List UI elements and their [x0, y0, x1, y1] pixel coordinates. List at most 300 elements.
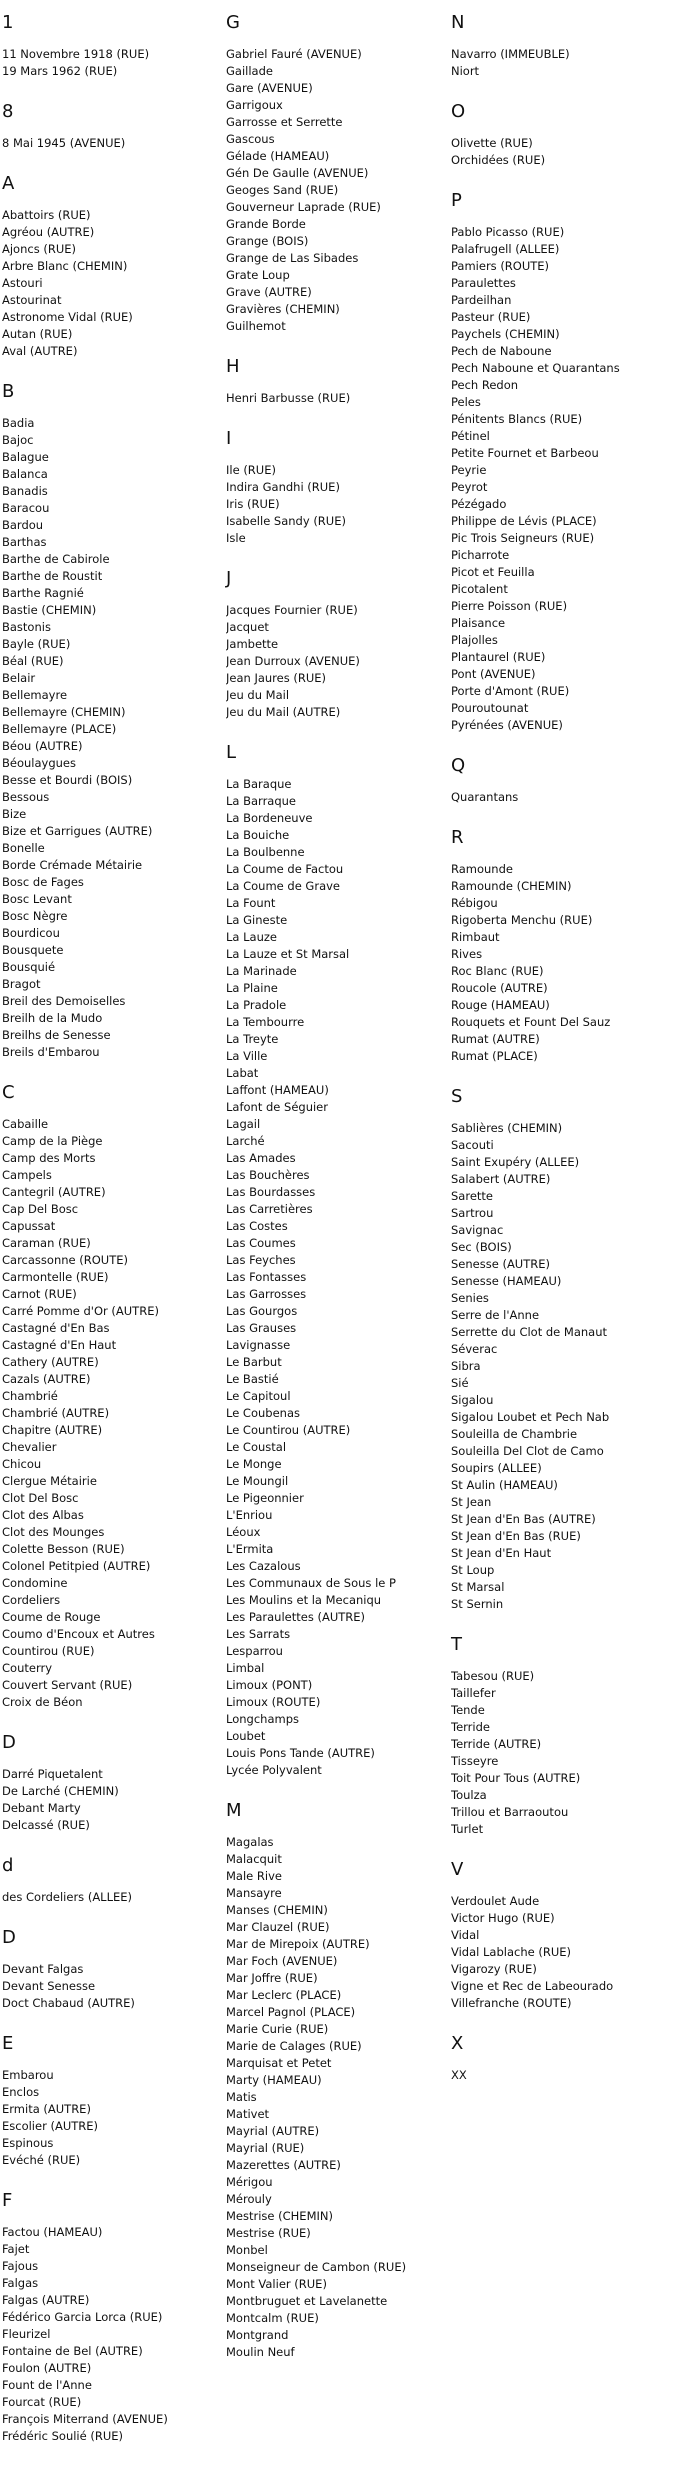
letter-group	[2, 2190, 224, 2445]
street-name: Vidal Lablache (RUE)	[451, 1945, 571, 1959]
street-list	[2, 2067, 224, 2169]
street-name: L'Ermita	[226, 1542, 274, 1556]
street-list	[2, 135, 224, 152]
street-name: Camp de la Piège	[2, 1134, 103, 1148]
street-name: Sablières (CHEMIN)	[451, 1121, 563, 1135]
street-name: Les Moulins et la Mecaniqu	[226, 1593, 382, 1607]
street-name: Mont Valier (RUE)	[226, 2277, 327, 2291]
group-letter-heading: O	[451, 101, 466, 122]
street-list	[451, 1668, 673, 1838]
street-list	[2, 207, 224, 360]
street-name: Sigalou	[451, 1393, 494, 1407]
index-column	[2, 12, 224, 2466]
street-name: Belair	[2, 671, 36, 685]
street-name: Pyrénées (AVENUE)	[451, 718, 563, 732]
street-name: Bessous	[2, 790, 50, 804]
street-name: Larché	[226, 1134, 265, 1148]
street-name: La Pradole	[226, 998, 287, 1012]
street-list	[2, 1116, 224, 1711]
street-name: Pouroutounat	[451, 701, 529, 715]
street-name: Toulza	[451, 1788, 487, 1802]
street-name: Caraman (RUE)	[2, 1236, 91, 1250]
street-name: Iris (RUE)	[226, 497, 280, 511]
street-name: Camp des Morts	[2, 1151, 96, 1165]
street-name: Mestrise (CHEMIN)	[226, 2209, 333, 2223]
street-name: Mayrial (AUTRE)	[226, 2124, 320, 2138]
street-name: Les Sarrats	[226, 1627, 291, 1641]
street-name: Sec (BOIS)	[451, 1240, 512, 1254]
street-name: Rumat (PLACE)	[451, 1049, 538, 1063]
street-name: Bize et Garrigues (AUTRE)	[2, 824, 153, 838]
street-name: Balague	[2, 450, 49, 464]
street-name: Henri Barbusse (RUE)	[226, 391, 351, 405]
street-name: Sié	[451, 1376, 469, 1390]
letter-group	[451, 190, 673, 734]
street-name: Tende	[451, 1703, 485, 1717]
street-name: Grange (BOIS)	[226, 234, 309, 248]
street-name: Carnot (RUE)	[2, 1287, 77, 1301]
street-name: Las Coumes	[226, 1236, 296, 1250]
street-list	[451, 46, 673, 80]
letter-group	[451, 101, 673, 169]
street-name: Countirou (RUE)	[2, 1644, 95, 1658]
group-letter-heading: V	[451, 1859, 464, 1880]
street-name: Banadis	[2, 484, 48, 498]
group-letter-heading: N	[451, 12, 465, 33]
street-name: Plantaurel (RUE)	[451, 650, 546, 664]
street-name: Marquisat et Petet	[226, 2056, 332, 2070]
street-name: Carcassonne (ROUTE)	[2, 1253, 128, 1267]
index-column	[226, 12, 448, 2382]
street-name: Aval (AUTRE)	[2, 344, 78, 358]
street-name: Coume de Rouge	[2, 1610, 101, 1624]
street-name: Les Cazalous	[226, 1559, 301, 1573]
letter-group	[2, 1855, 224, 1906]
street-name: Lagail	[226, 1117, 261, 1131]
street-name: La Bouiche	[226, 828, 290, 842]
street-name: La Treyte	[226, 1032, 279, 1046]
street-name: La Marinade	[226, 964, 297, 978]
street-name: Loubet	[226, 1729, 266, 1743]
group-letter-heading: M	[226, 1800, 242, 1821]
letter-group	[226, 568, 448, 721]
street-name: Chapitre (AUTRE)	[2, 1423, 103, 1437]
street-name: Geoges Sand (RUE)	[226, 183, 339, 197]
street-name: Béal (RUE)	[2, 654, 64, 668]
street-name: Malacquit	[226, 1852, 282, 1866]
street-name: Sigalou Loubet et Pech Nab	[451, 1410, 610, 1424]
street-name: Chambrié	[2, 1389, 58, 1403]
street-name: XX	[451, 2068, 467, 2082]
street-name: Limoux (PONT)	[226, 1678, 313, 1692]
group-letter-heading: G	[226, 12, 240, 33]
street-name: Escolier (AUTRE)	[2, 2119, 99, 2133]
street-name: Guilhemot	[226, 319, 286, 333]
street-name: Mativet	[226, 2107, 270, 2121]
street-name: Clergue Métairie	[2, 1474, 97, 1488]
street-name: Colette Besson (RUE)	[2, 1542, 125, 1556]
street-name: Couterry	[2, 1661, 52, 1675]
street-name: Darré Piquetalent	[2, 1767, 103, 1781]
street-name: Peles	[451, 395, 481, 409]
street-name: Gabriel Fauré (AVENUE)	[226, 47, 362, 61]
street-name: Le Countirou (AUTRE)	[226, 1423, 351, 1437]
street-name: Bourdicou	[2, 926, 60, 940]
group-letter-heading: C	[2, 1082, 15, 1103]
letter-group	[451, 1086, 673, 1613]
street-name: Pasteur (RUE)	[451, 310, 531, 324]
street-name: Peyrie	[451, 463, 487, 477]
street-name: Rouquets et Fount Del Sauz	[451, 1015, 611, 1029]
street-name: Pénitents Blancs (RUE)	[451, 412, 583, 426]
street-name: Séverac	[451, 1342, 498, 1356]
street-name: Monseigneur de Cambon (RUE)	[226, 2260, 407, 2274]
street-name: Cordeliers	[2, 1593, 61, 1607]
street-name: Senies	[451, 1291, 489, 1305]
street-name: Barthas	[2, 535, 47, 549]
street-name: Le Barbut	[226, 1355, 282, 1369]
street-name: Verdoulet Aude	[451, 1894, 540, 1908]
street-name: Bousquete	[2, 943, 64, 957]
street-name: Paychels (CHEMIN)	[451, 327, 560, 341]
street-name: Peyrot	[451, 480, 488, 494]
street-name: Victor Hugo (RUE)	[451, 1911, 555, 1925]
street-name: Lycée Polyvalent	[226, 1763, 322, 1777]
street-name: 8 Mai 1945 (AVENUE)	[2, 136, 126, 150]
street-name: Lesparrou	[226, 1644, 283, 1658]
letter-group	[226, 742, 448, 1779]
street-name: Gare (AVENUE)	[226, 81, 313, 95]
street-name: Clot des Albas	[2, 1508, 84, 1522]
street-name: François Miterrand (AVENUE)	[2, 2412, 168, 2426]
street-name: La Coume de Grave	[226, 879, 340, 893]
street-name: La Boulbenne	[226, 845, 305, 859]
letter-group	[451, 1634, 673, 1838]
street-name: Castagné d'En Bas	[2, 1321, 110, 1335]
street-name: Le Capitoul	[226, 1389, 291, 1403]
street-name: La Lauze	[226, 930, 277, 944]
street-name: Fount de l'Anne	[2, 2378, 92, 2392]
street-name: Las Costes	[226, 1219, 288, 1233]
street-name: Indira Gandhi (RUE)	[226, 480, 340, 494]
street-name: Grange de Las Sibades	[226, 251, 359, 265]
street-name: De Larché (CHEMIN)	[2, 1784, 119, 1798]
street-name: Ile (RUE)	[226, 463, 276, 477]
street-name: Marie de Calages (RUE)	[226, 2039, 362, 2053]
street-name: Senesse (AUTRE)	[451, 1257, 550, 1271]
street-name: Lafont de Séguier	[226, 1100, 328, 1114]
street-list	[451, 135, 673, 169]
street-name: Bajoc	[2, 433, 34, 447]
street-list	[226, 46, 448, 335]
street-name: Porte d'Amont (RUE)	[451, 684, 570, 698]
street-name: Doct Chabaud (AUTRE)	[2, 1996, 135, 2010]
group-letter-heading: D	[2, 1927, 16, 1948]
street-name: Béou (AUTRE)	[2, 739, 83, 753]
letter-group	[451, 12, 673, 80]
street-name: Gravières (CHEMIN)	[226, 302, 340, 316]
street-name: Condomine	[2, 1576, 68, 1590]
street-name: Badia	[2, 416, 35, 430]
street-name: Pic Trois Seigneurs (RUE)	[451, 531, 595, 545]
street-name: St Jean d'En Bas (RUE)	[451, 1529, 581, 1543]
street-name: 11 Novembre 1918 (RUE)	[2, 47, 150, 61]
street-name: Plaisance	[451, 616, 506, 630]
street-list	[226, 390, 448, 407]
street-name: Breilhs de Senesse	[2, 1028, 111, 1042]
street-name: Enclos	[2, 2085, 40, 2099]
street-name: Moulin Neuf	[226, 2345, 295, 2359]
street-name: Chicou	[2, 1457, 42, 1471]
street-name: Fourcat (RUE)	[2, 2395, 82, 2409]
street-name: Manses (CHEMIN)	[226, 1903, 328, 1917]
street-name: Couvert Servant (RUE)	[2, 1678, 133, 1692]
street-name: Mansayre	[226, 1886, 282, 1900]
street-list	[451, 2067, 673, 2084]
street-name: Bragot	[2, 977, 41, 991]
group-letter-heading: A	[2, 173, 15, 194]
street-name: Embarou	[2, 2068, 54, 2082]
street-name: La Tembourre	[226, 1015, 305, 1029]
street-name: Besse et Bourdi (BOIS)	[2, 773, 133, 787]
street-name: La Coume de Factou	[226, 862, 344, 876]
street-name: Mérouly	[226, 2192, 272, 2206]
street-name: Saint Exupéry (ALLEE)	[451, 1155, 580, 1169]
street-name: Cantegril (AUTRE)	[2, 1185, 106, 1199]
street-name: des Cordeliers (ALLEE)	[2, 1890, 133, 1904]
street-name: Grate Loup	[226, 268, 290, 282]
street-name: Abattoirs (RUE)	[2, 208, 91, 222]
street-name: La Gineste	[226, 913, 288, 927]
street-name: Bosc Nègre	[2, 909, 68, 923]
street-name: Garrigoux	[226, 98, 283, 112]
letter-group	[226, 356, 448, 407]
street-name: Cazals (AUTRE)	[2, 1372, 91, 1386]
street-name: Carré Pomme d'Or (AUTRE)	[2, 1304, 159, 1318]
street-name: Salabert (AUTRE)	[451, 1172, 551, 1186]
letter-group	[2, 1927, 224, 2012]
letter-group	[226, 12, 448, 335]
street-list	[2, 2224, 224, 2445]
street-name: La Ville	[226, 1049, 268, 1063]
street-name: La Fount	[226, 896, 276, 910]
street-name: Marie Curie (RUE)	[226, 2022, 329, 2036]
street-name: Pardeilhan	[451, 293, 512, 307]
street-name: Picot et Feuilla	[451, 565, 535, 579]
street-name: Tabesou (RUE)	[451, 1669, 535, 1683]
street-list	[226, 776, 448, 1779]
street-name: Carmontelle (RUE)	[2, 1270, 109, 1284]
street-name: Mérigou	[226, 2175, 273, 2189]
street-name: Tisseyre	[451, 1754, 499, 1768]
group-letter-heading: R	[451, 827, 464, 848]
street-name: Fajet	[2, 2242, 30, 2256]
street-name: Navarro (IMMEUBLE)	[451, 47, 570, 61]
street-name: Louis Pons Tande (AUTRE)	[226, 1746, 375, 1760]
street-name: Labat	[226, 1066, 259, 1080]
street-name: Bayle (RUE)	[2, 637, 71, 651]
street-name: Breilh de la Mudo	[2, 1011, 103, 1025]
street-name: Delcassé (RUE)	[2, 1818, 90, 1832]
street-name: Las Bourdasses	[226, 1185, 316, 1199]
street-name: Olivette (RUE)	[451, 136, 533, 150]
street-name: Monbel	[226, 2243, 268, 2257]
street-name: Las Bouchères	[226, 1168, 310, 1182]
letter-group	[2, 12, 224, 80]
street-list	[226, 1834, 448, 2361]
street-name: Le Bastié	[226, 1372, 279, 1386]
street-name: Terride	[451, 1720, 490, 1734]
street-name: Le Coubenas	[226, 1406, 300, 1420]
street-name: Villefranche (ROUTE)	[451, 1996, 572, 2010]
street-name: Falgas	[2, 2276, 39, 2290]
letter-group	[2, 1732, 224, 1834]
street-name: Ajoncs (RUE)	[2, 242, 77, 256]
street-name: Bellemayre (PLACE)	[2, 722, 117, 736]
street-name: Niort	[451, 64, 480, 78]
street-name: Frédéric Soulié (RUE)	[2, 2429, 123, 2443]
group-letter-heading: F	[2, 2190, 13, 2211]
street-name: Jean Jaures (RUE)	[226, 671, 327, 685]
street-name: Colonel Petitpied (AUTRE)	[2, 1559, 151, 1573]
street-name: Bize	[2, 807, 27, 821]
street-name: Fajous	[2, 2259, 39, 2273]
street-name: Mayrial (RUE)	[226, 2141, 305, 2155]
street-name: Sarette	[451, 1189, 493, 1203]
street-name: Las Carretières	[226, 1202, 313, 1216]
street-name: Jeu du Mail (AUTRE)	[226, 705, 341, 719]
street-name: Clot des Mounges	[2, 1525, 105, 1539]
street-list	[226, 602, 448, 721]
street-name: St Jean d'En Bas (AUTRE)	[451, 1512, 596, 1526]
group-letter-heading: E	[2, 2033, 14, 2054]
letter-group	[2, 173, 224, 360]
street-name: Turlet	[451, 1822, 484, 1836]
group-letter-heading: D	[2, 1732, 16, 1753]
street-name: Mar Leclerc (PLACE)	[226, 1988, 342, 2002]
street-name: Bastonis	[2, 620, 51, 634]
letter-group	[451, 1859, 673, 2012]
street-name: Castagné d'En Haut	[2, 1338, 117, 1352]
street-name: Gaillade	[226, 64, 273, 78]
street-name: Breils d'Embarou	[2, 1045, 100, 1059]
street-name: Isabelle Sandy (RUE)	[226, 514, 346, 528]
street-name: Bardou	[2, 518, 44, 532]
street-name: Pétinel	[451, 429, 490, 443]
street-name: Debant Marty	[2, 1801, 81, 1815]
street-name: Roucole (AUTRE)	[451, 981, 548, 995]
street-name: Barthe Ragnié	[2, 586, 84, 600]
street-name: Bousquié	[2, 960, 56, 974]
group-letter-heading: S	[451, 1086, 463, 1107]
street-name: Serre de l'Anne	[451, 1308, 540, 1322]
street-name: La Baraque	[226, 777, 292, 791]
street-name: Pamiers (ROUTE)	[451, 259, 550, 273]
letter-group	[226, 428, 448, 547]
street-name: Le Monge	[226, 1457, 282, 1471]
street-name: Las Gourgos	[226, 1304, 298, 1318]
street-name: Rébigou	[451, 896, 498, 910]
street-name: Pablo Picasso (RUE)	[451, 225, 565, 239]
street-name: Falgas (AUTRE)	[2, 2293, 90, 2307]
street-name: Souleilla de Chambrie	[451, 1427, 578, 1441]
street-name: Serrette du Clot de Manaut	[451, 1325, 608, 1339]
street-name: St Jean d'En Haut	[451, 1546, 552, 1560]
index-column	[451, 12, 673, 2105]
street-name: L'Enriou	[226, 1508, 273, 1522]
street-name: Coumo d'Encoux et Autres	[2, 1627, 155, 1641]
street-list	[2, 46, 224, 80]
street-name: St Sernin	[451, 1597, 504, 1611]
street-name: Terride (AUTRE)	[451, 1737, 542, 1751]
street-name: Magalas	[226, 1835, 274, 1849]
street-name: Orchidées (RUE)	[451, 153, 546, 167]
street-name: Rimbaut	[451, 930, 500, 944]
group-letter-heading: T	[451, 1634, 462, 1655]
street-name: La Bordeneuve	[226, 811, 313, 825]
street-name: Cap Del Bosc	[2, 1202, 79, 1216]
street-name: Laffont (HAMEAU)	[226, 1083, 329, 1097]
group-letter-heading: J	[226, 568, 232, 589]
street-name: Ramounde	[451, 862, 513, 876]
group-letter-heading: L	[226, 742, 237, 763]
street-name: 19 Mars 1962 (RUE)	[2, 64, 118, 78]
street-name: Vigne et Rec de Labeourado	[451, 1979, 614, 1993]
street-list	[2, 1766, 224, 1834]
street-name: Breil des Demoiselles	[2, 994, 126, 1008]
street-name: Palafrugell (ALLEE)	[451, 242, 560, 256]
street-list	[2, 1961, 224, 2012]
street-name: Le Moungil	[226, 1474, 289, 1488]
street-name: Astouri	[2, 276, 43, 290]
street-name: Capussat	[2, 1219, 56, 1233]
street-name: Le Pigeonnier	[226, 1491, 304, 1505]
street-name: Les Paraulettes (AUTRE)	[226, 1610, 366, 1624]
street-name: Pech Redon	[451, 378, 519, 392]
street-name: Bastie (CHEMIN)	[2, 603, 97, 617]
letter-group	[2, 101, 224, 152]
street-name: Soupirs (ALLEE)	[451, 1461, 542, 1475]
street-name: La Plaine	[226, 981, 278, 995]
street-name: Bellemayre (CHEMIN)	[2, 705, 126, 719]
letter-group	[226, 1800, 448, 2361]
street-name: Sacouti	[451, 1138, 494, 1152]
street-list	[451, 789, 673, 806]
group-letter-heading: 1	[2, 12, 14, 33]
street-name: Savignac	[451, 1223, 504, 1237]
street-name: Devant Falgas	[2, 1962, 84, 1976]
street-name: Le Coustal	[226, 1440, 287, 1454]
street-name: Picharrote	[451, 548, 510, 562]
group-letter-heading: d	[2, 1855, 14, 1876]
street-name: Astronome Vidal (RUE)	[2, 310, 133, 324]
street-name: Gén De Gaulle (AVENUE)	[226, 166, 369, 180]
street-name: Béoulaygues	[2, 756, 76, 770]
street-name: Pech de Naboune	[451, 344, 552, 358]
street-name: Lavignasse	[226, 1338, 291, 1352]
street-name: Balanca	[2, 467, 48, 481]
street-name: Las Grauses	[226, 1321, 297, 1335]
street-name: Vigarozy (RUE)	[451, 1962, 537, 1976]
street-name: Devant Senesse	[2, 1979, 96, 1993]
street-name: Chambrié (AUTRE)	[2, 1406, 110, 1420]
street-name: Jambette	[226, 637, 279, 651]
street-name: Marcel Pagnol (PLACE)	[226, 2005, 356, 2019]
street-name: Campels	[2, 1168, 52, 1182]
street-name: Mar Clauzel (RUE)	[226, 1920, 330, 1934]
street-name: Montbruguet et Lavelanette	[226, 2294, 388, 2308]
street-name: Bosc Levant	[2, 892, 72, 906]
